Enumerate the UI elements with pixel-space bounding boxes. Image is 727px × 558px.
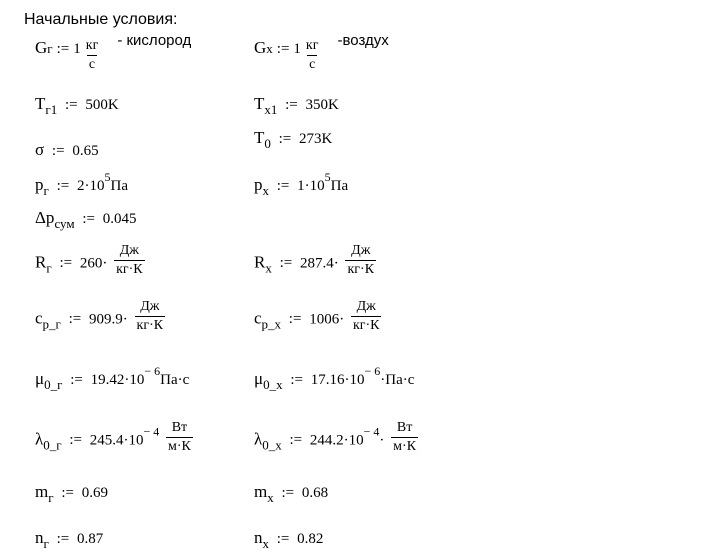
value: 0.87 (76, 531, 104, 547)
formula-t-gas (35, 94, 119, 117)
formula-cp-gas (35, 299, 168, 338)
unit-denominator: кг·К (136, 317, 164, 333)
subscript: x (267, 490, 274, 505)
symbol: p (254, 175, 263, 194)
assign-op: := (61, 485, 74, 501)
unit-fraction (345, 242, 376, 278)
assign-op: := (276, 178, 290, 194)
unit-denominator: с (309, 56, 316, 72)
symbol: μ (35, 369, 45, 388)
assign-op: := (278, 131, 292, 147)
formula-r-gas (35, 243, 148, 282)
value: 1·10 (297, 178, 325, 194)
exponent: − 4 (363, 424, 380, 439)
formula-n-gas (35, 528, 104, 551)
formula-n-air (254, 528, 324, 551)
symbol: λ (35, 429, 44, 449)
unit-fraction (351, 298, 382, 334)
unit: Па (330, 178, 349, 194)
value: 260· (79, 255, 108, 272)
subscript: 0_x (262, 437, 282, 453)
subscript: г (46, 260, 52, 276)
value: 245.4·10 (89, 432, 144, 449)
unit-numerator: Дж (119, 243, 139, 258)
formula-lambda-gas (35, 420, 196, 459)
assign-op: := (56, 41, 70, 57)
formula-m-air (254, 482, 329, 505)
value: 0.69 (81, 485, 108, 501)
symbol: c (35, 308, 43, 328)
symbol: σ (35, 140, 45, 159)
formula-sigma (35, 140, 99, 160)
assign-op: := (276, 41, 290, 57)
assign-op: := (279, 255, 293, 272)
unit-numerator: Вт (396, 420, 413, 435)
formula-t0 (254, 128, 333, 151)
unit-fraction (84, 37, 101, 73)
subscript: 0_г (43, 437, 62, 453)
formula-r-air (254, 243, 379, 282)
subscript: x (265, 260, 272, 276)
symbol: p (35, 175, 44, 194)
symbol: m (35, 482, 49, 501)
note-air: -воздух (337, 32, 389, 49)
value: 17.16·10 (310, 372, 365, 388)
heading-initial-conditions: Начальные условия: (24, 11, 178, 28)
symbol: m (254, 482, 268, 501)
assign-op: := (285, 97, 298, 113)
formula-cp-air (254, 299, 384, 338)
assign-op: := (56, 531, 70, 547)
value: 0.82 (297, 531, 324, 547)
symbol: G (254, 38, 267, 57)
unit-fraction (166, 419, 193, 455)
unit-numerator: Дж (140, 299, 160, 314)
symbol: μ (254, 369, 264, 388)
unit-denominator: кг·К (352, 317, 380, 333)
unit-denominator: м·К (393, 438, 417, 454)
value: 287.4· (299, 255, 339, 272)
formula-dp-sum (35, 208, 137, 231)
assign-op: := (82, 211, 95, 227)
unit-numerator: Вт (171, 420, 188, 435)
subscript: сум (54, 216, 75, 231)
value: 244.2·10 (309, 432, 364, 449)
subscript: 0 (264, 136, 271, 151)
value: 19.42·10 (90, 372, 145, 388)
value: 0.045 (102, 211, 137, 227)
symbol: T (254, 94, 265, 113)
subscript: x (262, 536, 269, 551)
formula-m-gas (35, 482, 108, 505)
assign-op: := (56, 178, 70, 194)
unit-denominator: с (88, 56, 96, 72)
subscript: 0_x (263, 377, 283, 392)
value: 1006· (309, 311, 345, 328)
note-oxygen: - кислород (117, 32, 192, 49)
formula-mu-air (254, 364, 415, 392)
value: 500K (85, 97, 119, 113)
symbol: R (35, 252, 47, 272)
unit-numerator: кг (85, 38, 99, 53)
unit: Па (110, 178, 128, 194)
unit-denominator: кг·К (116, 261, 143, 277)
formula-g-air: G x := 1 $\frac{кг}{с}$ -воздух (254, 32, 389, 72)
formula-g-gas: G г := 1 $\frac{кг}{с}$ - кислород (35, 32, 192, 72)
unit-fraction (135, 298, 166, 334)
assign-op: := (70, 372, 83, 388)
subscript: p_x (261, 316, 282, 332)
formula-mu-gas (35, 364, 190, 392)
assign-op: := (68, 311, 82, 328)
assign-op: := (281, 485, 295, 501)
assign-op: := (69, 432, 82, 449)
unit-numerator: Дж (351, 243, 371, 258)
unit: ·Па·с (380, 372, 415, 388)
value: 0.65 (72, 143, 99, 159)
exponent: − 4 (143, 424, 160, 439)
symbol: λ (254, 429, 263, 449)
symbol: n (35, 528, 44, 547)
subscript: г1 (45, 102, 58, 117)
symbol: R (254, 252, 266, 272)
formula-p-gas (35, 170, 128, 198)
unit-numerator: кг (305, 38, 319, 53)
symbol: G (35, 38, 48, 57)
subscript: p_г (42, 316, 61, 332)
symbol: Δp (35, 208, 55, 227)
subscript: 0_г (44, 377, 63, 392)
unit-numerator: Дж (356, 299, 376, 314)
unit-fraction (391, 419, 418, 455)
assign-op: := (289, 432, 303, 449)
exponent: 5 (324, 170, 331, 184)
value: 273K (299, 131, 333, 147)
formula-lambda-air (254, 420, 421, 459)
formula-t-air (254, 94, 339, 117)
symbol: n (254, 528, 263, 547)
subscript: г (43, 536, 49, 551)
symbol: T (254, 128, 265, 147)
exponent: − 6 (144, 364, 161, 378)
assign-op: := (59, 255, 73, 272)
unit: Па·с (160, 372, 190, 388)
assign-op: := (290, 372, 304, 388)
value: 1 (73, 41, 81, 57)
assign-op: := (276, 531, 290, 547)
value: 909.9· (89, 311, 128, 328)
unit-fraction (114, 242, 145, 278)
unit-denominator: м·К (168, 438, 191, 454)
exponent: − 6 (364, 364, 381, 378)
formula-p-air (254, 170, 349, 198)
symbol: c (254, 308, 262, 328)
unit-denominator: кг·К (347, 261, 375, 277)
subscript: x1 (264, 102, 278, 117)
symbol: T (35, 94, 46, 113)
multiplier: · (379, 432, 385, 449)
exponent: 5 (104, 170, 111, 184)
subscript: г (43, 183, 49, 198)
subscript: x (262, 183, 269, 198)
value: 0.68 (301, 485, 329, 501)
value: 350K (305, 97, 339, 113)
value: 1 (293, 41, 301, 57)
assign-op: := (64, 97, 78, 113)
assign-op: := (51, 143, 65, 159)
assign-op: := (288, 311, 302, 328)
subscript: г (48, 490, 54, 505)
unit-fraction (304, 37, 321, 73)
value: 2·10 (76, 178, 105, 194)
